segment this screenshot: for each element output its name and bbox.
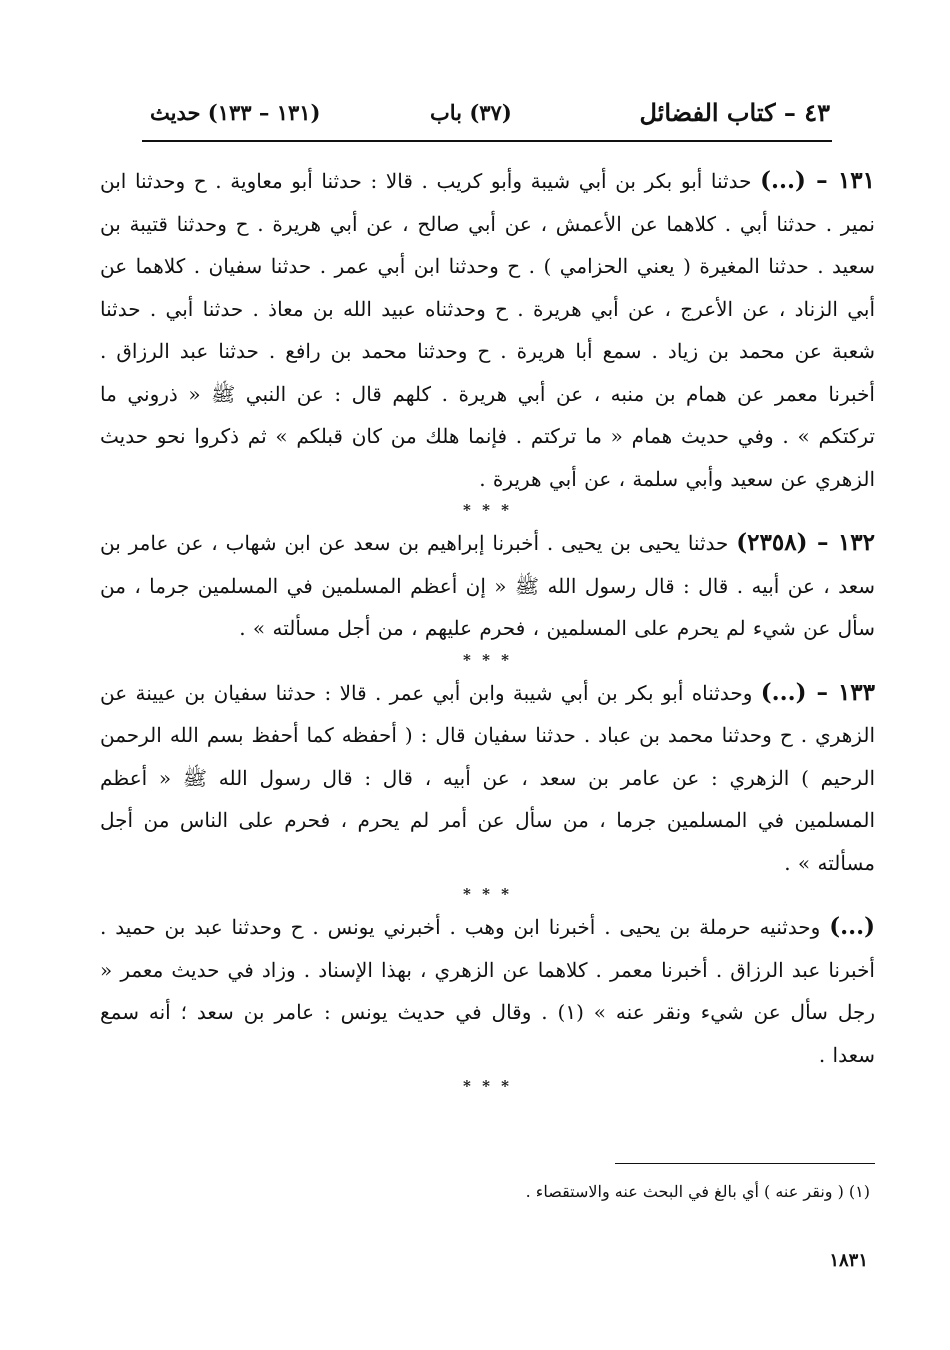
section-separator: * * * <box>463 885 512 903</box>
page-body <box>100 160 875 1098</box>
hadith-text: حدثنا أبو بكر بن أبي شيبة وأبو كريب . قالا : حدثنا أبو معاوية . ح وحدثنا ابن نمير . حدثنا أبي . كلاهما عن الأعمش ، عن أبي صالح ، عن أبي هريرة . ح وحدثنا قتيبة بن سعيد . حدثنا المغيرة ( يعني الحزامي ) . ح وحدثنا ابن أبي عمر . حدثنا سفيان . كلاهما عن أبي الزناد ، عن الأعرج ، عن أبي هريرة . ح وحدثناه عبيد الله بن معاذ . حدثنا أبي . حدثنا شعبة عن محمد بن زياد . سمع أبا هريرة . ح وحدثنا محمد بن رافع . حدثنا عبد الرزاق . أخبرنا معمر عن همام بن منبه ، عن أبي هريرة . كلهم قال : عن النبي ﷺ « ذروني ما تركتكم » . وفي حديث همام « ما تركتم . فإنما هلك من كان قبلكم » ثم ذكروا نحو حديث الزهري عن سعيد وأبي سلمة ، عن أبي هريرة . <box>100 169 875 491</box>
footnote-rule <box>615 1163 875 1164</box>
hadith-number: ١٣١ – (...) <box>760 167 875 194</box>
chapter-label: (٣٧) باب <box>430 100 512 125</box>
hadith-number: ١٣٣ – (...) <box>760 678 876 706</box>
footnote: (١) ( ونقر عنه ) أي بالغ في البحث عنه والاستقصاء . <box>525 1182 870 1201</box>
hadith-text: حدثنا يحيى بن يحيى . أخبرنا إبراهيم بن سعد عن ابن شهاب ، عن عامر بن سعد ، عن أبيه . قال : قال رسول الله ﷺ « إن أعظم المسلمين في المسلمين جرما ، من سأل عن شيء لم يحرم على المسلمين ، فحرم عليهم ، من أجل مسألته » . <box>100 531 875 640</box>
hadith-range: (١٣١ – ١٣٣) حديث <box>150 100 321 125</box>
hadith-number: (...) <box>829 913 876 940</box>
hadith-133-variant <box>100 906 875 1076</box>
hadith-paragraph <box>100 906 875 1076</box>
header-rule <box>142 140 832 142</box>
hadith-paragraph <box>100 160 875 500</box>
section-separator: * * * <box>463 1077 512 1095</box>
hadith-paragraph <box>100 522 875 650</box>
page-number: ١٨٣١ <box>829 1250 868 1271</box>
hadith-text: وحدثناه أبو بكر بن أبي شيبة وابن أبي عمر . قالا : حدثنا سفيان بن عيينة عن الزهري . ح وحدثنا محمد بن عباد . حدثنا سفيان قال : ( أحفظه كما أحفظ بسم الله الرحمن الرحيم ) الزهري : عن عامر بن سعد ، عن أبيه ، قال : قال رسول الله ﷺ « أعظم المسلمين في المسلمين جرما ، من سأل عن أمر لم يحرم ، فحرم على الناس من أجل مسألته » . <box>100 680 875 875</box>
section-separator: * * * <box>463 501 512 519</box>
section-separator: * * * <box>463 650 512 669</box>
hadith-paragraph <box>100 672 875 885</box>
hadith-text: وحدثنيه حرملة بن يحيى . أخبرنا ابن وهب . أخبرني يونس . ح وحدثنا عبد بن حميد . أخبرنا عبد الرزاق . أخبرنا معمر . كلاهما عن الزهري ، بهذا الإسناد . وزاد في حديث معمر « رجل سأل عن شيء ونقر عنه » (١) . وقال في حديث يونس : عامر بن سعد ؛ أنه سمع سعدا . <box>100 915 876 1067</box>
hadith-133 <box>100 672 875 885</box>
book-title: ٤٣ – كتاب الفضائل <box>639 98 830 127</box>
hadith-131 <box>100 160 875 500</box>
hadith-number: ١٣٢ – (٢٣٥٨) <box>736 529 876 556</box>
hadith-132 <box>100 522 875 650</box>
running-head <box>140 98 830 138</box>
